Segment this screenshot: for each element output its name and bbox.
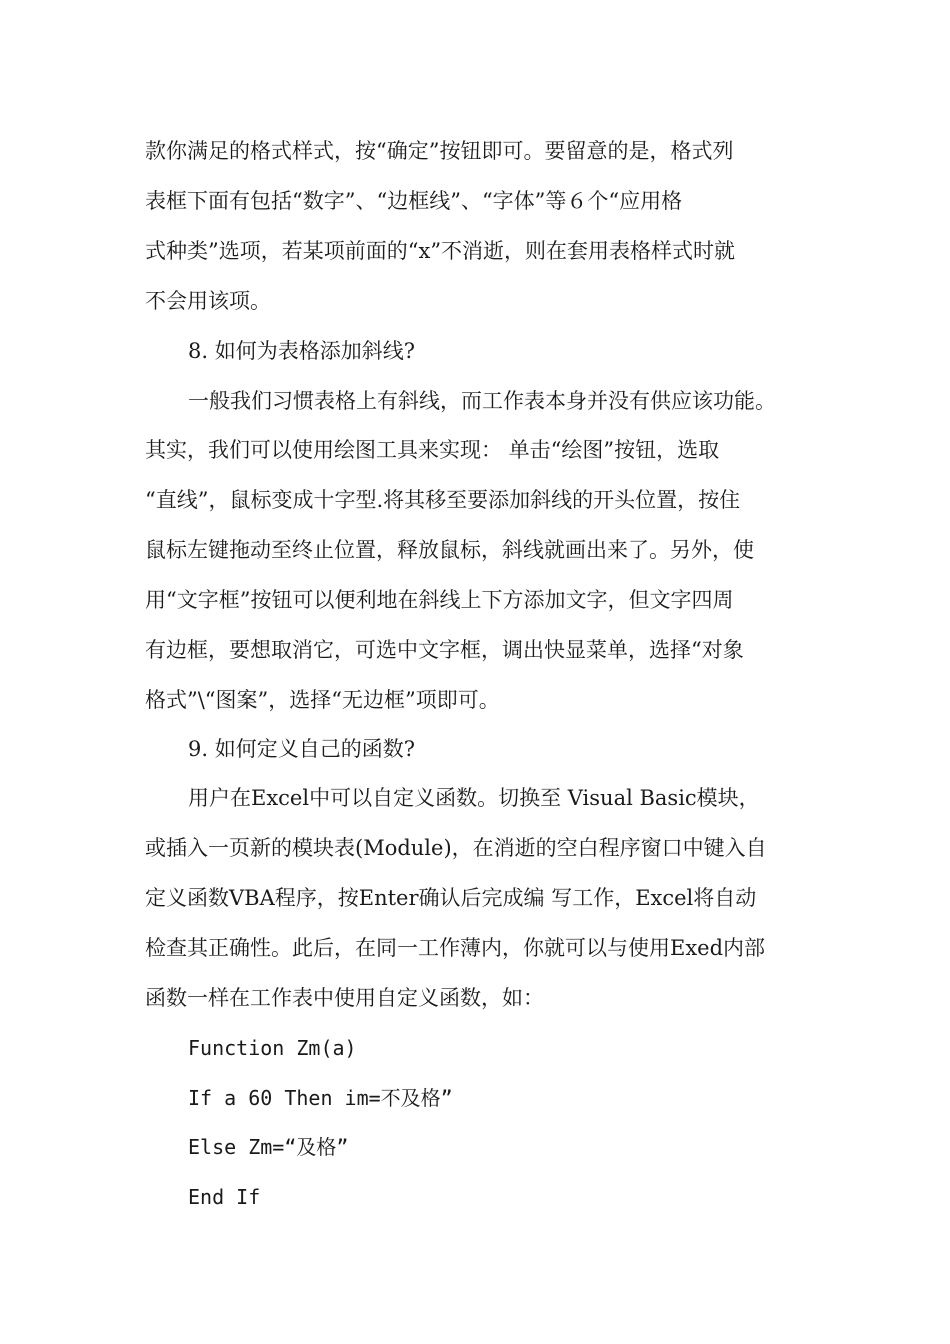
body-text-line: 不会用该项。 <box>145 289 271 313</box>
body-text-line: 有边框，要想取消它，可选中文字框，调出快显菜单，选择“对象 <box>145 638 744 662</box>
body-text-line: 检查其正确性。此后，在同一工作薄内，你就可以与使用Exed内部 <box>145 936 766 960</box>
body-text-line: 定义函数VBA程序，按Enter确认后完成编 写工作，Excel将自动 <box>145 886 757 910</box>
body-text-line: 鼠标左键拖动至终止位置，释放鼠标，斜线就画出来了。另外，使 <box>145 538 754 562</box>
code-line: Function Zm(a) <box>188 1036 357 1060</box>
section-heading-8: 8. 如何为表格添加斜线? <box>188 339 415 363</box>
code-line: Else Zm=“及格” <box>188 1135 349 1159</box>
code-line: If a 60 Then im=不及格” <box>188 1086 453 1110</box>
body-text-line: 用户在Excel中可以自定义函数。切换至 Visual Basic模块， <box>188 786 760 810</box>
body-text-line: “直线”，鼠标变成十字型.将其移至要添加斜线的开头位置，按住 <box>145 488 741 512</box>
body-text-line: 格式”\“图案”，选择“无边框”项即可。 <box>145 688 500 712</box>
body-text-line: 表框下面有包括“数字”、“边框线”、“字体”等６个“应用格 <box>145 189 683 213</box>
body-text-line: 其实，我们可以使用绘图工具来实现： 单击“绘图”按钮，选取 <box>145 438 720 462</box>
body-text-line: 式种类”选项，若某项前面的“x”不消逝，则在套用表格样式时就 <box>145 239 736 263</box>
body-text-line: 款你满足的格式样式，按“确定”按钮即可。要留意的是，格式列 <box>145 139 734 163</box>
body-text-line: 或插入一页新的模块表(Module)，在消逝的空白程序窗口中键入自 <box>145 836 767 860</box>
body-text-line: 函数一样在工作表中使用自定义函数，如： <box>145 986 544 1010</box>
code-line: End If <box>188 1185 261 1209</box>
body-text-line: 一般我们习惯表格上有斜线，而工作表本身并没有供应该功能。 <box>188 389 776 413</box>
section-heading-9: 9. 如何定义自己的函数? <box>188 737 415 761</box>
body-text-line: 用“文字框”按钮可以便利地在斜线上下方添加文字，但文字四周 <box>145 588 734 612</box>
